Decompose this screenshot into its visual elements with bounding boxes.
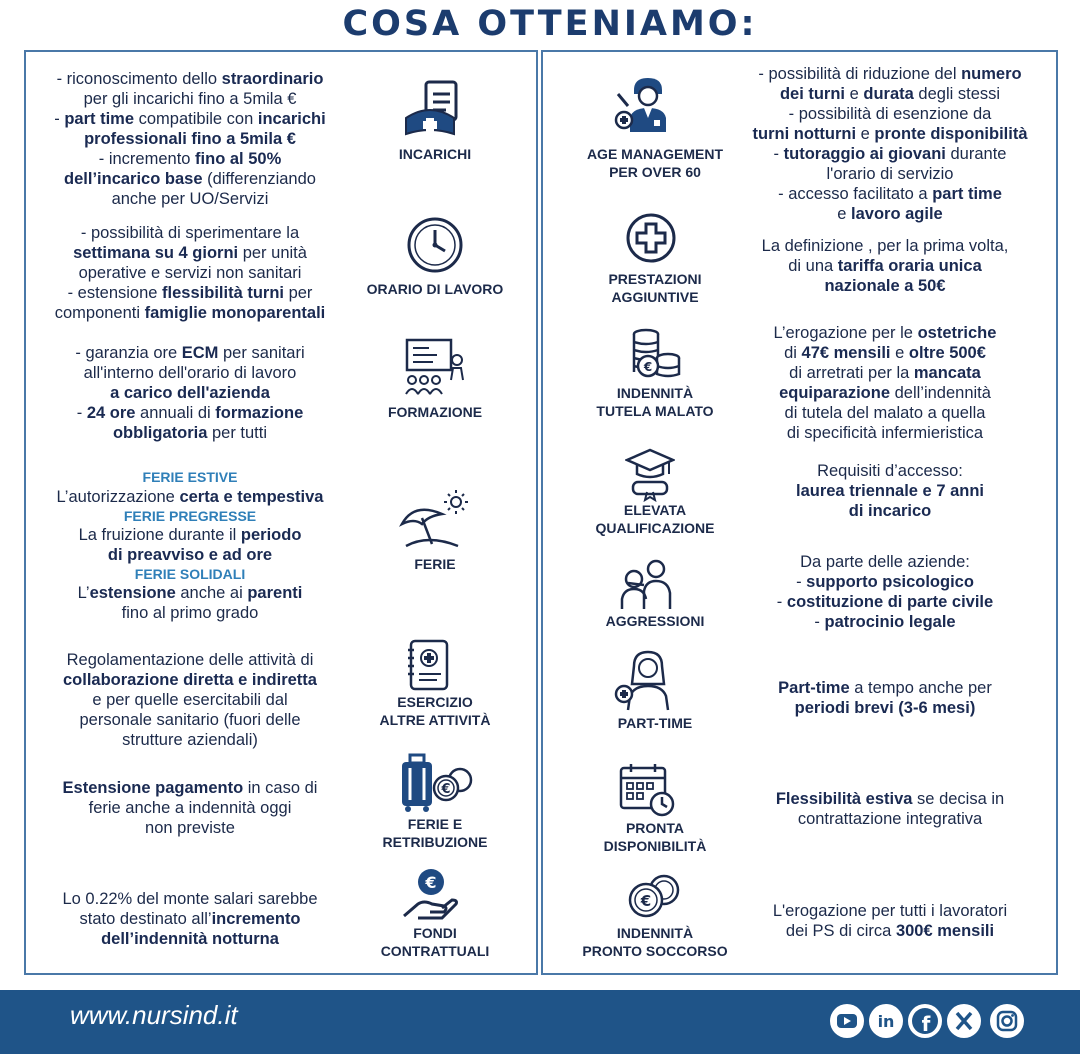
text-line: - 24 ore annuali di formazione (76, 404, 304, 422)
nurse-icon (400, 78, 470, 140)
text-line: La definizione , per la prima volta, (761, 237, 1009, 255)
text-line: non previste (145, 819, 235, 837)
text-line: e per quelle esercitabili dal (92, 691, 288, 709)
clock-icon (405, 215, 465, 275)
text-line: Requisiti d’accesso: (817, 462, 963, 480)
text-line: L’autorizzazione certa e tempestiva (56, 488, 324, 506)
text-line: periodi brevi (3-6 mesi) (794, 699, 976, 717)
text-line: contrattazione integrativa (797, 810, 983, 828)
incarichi-text (30, 69, 350, 209)
text-line: a carico dell'azienda (110, 384, 270, 402)
text-line: - incremento fino al 50% (98, 150, 282, 168)
svg-text:€: € (643, 360, 653, 374)
text-line: - riconoscimento dello straordinario (56, 70, 324, 88)
text-line: dell’indennità notturna (101, 930, 279, 948)
label-aggressioni: AGGRESSIONI (605, 613, 705, 629)
label-formazione: FORMAZIONE (387, 404, 483, 420)
label-pronto-soccorso: INDENNITÀ PRONTO SOCCORSO (582, 925, 728, 959)
elevata-text (715, 461, 1065, 521)
text-line: - estensione flessibilità turni per (67, 284, 313, 302)
text-line: di arretrati per la mancata (789, 364, 981, 382)
linkedin-icon[interactable] (869, 1004, 903, 1038)
part-time-text (715, 678, 1055, 718)
text-line: - garanzia ore ECM per sanitari (75, 344, 305, 362)
doctor-icon (612, 74, 674, 136)
text-line: L’estensione anche ai parenti (77, 584, 303, 602)
medical-cross-icon (624, 211, 678, 265)
training-icon (403, 336, 467, 396)
text-line: nazionale a 50€ (824, 277, 946, 295)
text-line: - patrocinio legale (814, 613, 956, 631)
text-line: - costituzione di parte civile (776, 593, 994, 611)
text-line: di tutela del malato a quella (784, 404, 986, 422)
suitcase-coins-icon (398, 752, 474, 812)
text-line: laurea triennale e 7 anni (796, 482, 984, 500)
text-line: di 47€ mensili e oltre 500€ (784, 344, 986, 362)
text-line: Estensione pagamento in caso di (62, 779, 318, 797)
x-icon[interactable] (947, 1004, 981, 1038)
text-line: turni notturni e pronte disponibilità (752, 125, 1028, 143)
beach-umbrella-icon (398, 488, 470, 550)
text-line: Regolamentazione delle attività di (66, 651, 314, 669)
label-orario: ORARIO DI LAVORO (366, 281, 504, 297)
text-line: dei PS di circa 300€ mensili (785, 922, 995, 940)
orario-text (30, 223, 350, 323)
text-line: l'orario di servizio (826, 165, 954, 183)
youtube-icon[interactable] (830, 1004, 864, 1038)
text-line: - possibilità di sperimentare la (80, 224, 300, 242)
label-incarichi: INCARICHI (398, 146, 472, 162)
ferie-pregresse-heading: FERIE PREGRESSE (123, 508, 257, 524)
text-line: settimana su 4 giorni per unità (73, 244, 307, 262)
text-line: stato destinato all’incremento (79, 910, 301, 928)
ferie-estive-text (30, 487, 350, 507)
hand-euro-icon (402, 866, 460, 922)
text-line: dell’incarico base (differenziando (64, 170, 316, 188)
text-line: - tutoraggio ai giovani durante (773, 145, 1007, 163)
text-line: di una tariffa oraria unica (788, 257, 982, 275)
euro-coins-icon (626, 868, 682, 922)
tutela-malato-text (715, 323, 1055, 443)
label-prestazioni: PRESTAZIONI AGGIUNTIVE (608, 271, 702, 305)
esercizio-text (30, 650, 350, 750)
ferie-solidali-heading: FERIE SOLIDALI (134, 566, 246, 582)
text-line: di specificità infermieristica (786, 424, 984, 442)
nurse-woman-icon (612, 648, 678, 712)
ferie-retribuzione-text (30, 778, 350, 838)
svg-text:€: € (640, 892, 652, 910)
svg-text:in: in (877, 1012, 895, 1031)
text-line: operative e servizi non sanitari (78, 264, 302, 282)
svg-text:€: € (425, 873, 437, 892)
label-part-time: PART-TIME (617, 715, 693, 731)
text-line: fino al primo grado (121, 604, 259, 622)
ferie-estive-heading: FERIE ESTIVE (142, 469, 238, 485)
text-line: e lavoro agile (837, 205, 943, 223)
text-line: Part-time a tempo anche per (778, 679, 992, 697)
pronto-soccorso-text (715, 901, 1065, 941)
text-line: - supporto psicologico (796, 573, 974, 591)
instagram-icon[interactable] (990, 1004, 1024, 1038)
graduation-cap-icon (625, 446, 675, 502)
fondi-text (30, 889, 350, 949)
calendar-clock-icon (618, 762, 676, 818)
text-line: all'interno dell'orario di lavoro (83, 364, 297, 382)
label-esercizio: ESERCIZIO ALTRE ATTIVITÀ (379, 694, 491, 728)
formazione-text (30, 343, 350, 443)
text-line: componenti famiglie monoparentali (54, 304, 326, 322)
svg-text:f: f (921, 1012, 931, 1036)
aggressioni-text (715, 552, 1055, 632)
text-line: Da parte delle aziende: (800, 553, 970, 571)
pronta-text (715, 789, 1065, 829)
text-line: per gli incarichi fino a 5mila € (83, 90, 297, 108)
footer (0, 990, 1080, 1054)
text-line: - possibilità di esenzione da (788, 105, 992, 123)
text-line: L'erogazione per tutti i lavoratori (772, 902, 1008, 920)
text-line: L’erogazione per le ostetriche (773, 324, 997, 342)
page-title: COSA OTTENIAMO: (342, 4, 758, 44)
text-line: - possibilità di riduzione del numero (758, 65, 1022, 83)
text-line: dei turni e durata degli stessi (779, 85, 1001, 103)
coin-stack-icon (630, 326, 682, 380)
website-link[interactable]: www.nursind.it (70, 1000, 238, 1030)
text-line: anche per UO/Servizi (111, 190, 269, 208)
text-line: Lo 0.22% del monte salari sarebbe (62, 890, 318, 908)
label-pronta: PRONTA DISPONIBILITÀ (603, 820, 707, 854)
age-management-text (720, 64, 1060, 224)
text-line: equiparazione dell’indennità (779, 384, 991, 402)
ferie-text (30, 467, 350, 623)
facebook-icon[interactable] (908, 1004, 942, 1038)
ferie-solidali-text (30, 583, 350, 623)
text-line: professionali fino a 5mila € (84, 130, 296, 148)
text-line: collaborazione diretta e indiretta (63, 671, 317, 689)
text-line: - part time compatibile con incarichi (54, 110, 326, 128)
text-line: La fruizione durante il periodo (78, 526, 302, 544)
prestazioni-text (715, 236, 1055, 296)
label-ferie: FERIE (414, 556, 456, 572)
medical-book-icon (405, 638, 451, 692)
text-line: - accesso facilitato a part time (778, 185, 1002, 203)
label-ferie-retribuzione: FERIE E RETRIBUZIONE (382, 816, 488, 850)
text-line: ferie anche a indennità oggi (88, 799, 292, 817)
text-line: di preavviso e ad ore (107, 546, 273, 564)
label-elevata: ELEVATA QUALIFICAZIONE (595, 502, 715, 536)
label-tutela-malato: INDENNITÀ TUTELA MALATO (596, 385, 714, 419)
text-line: strutture aziendali) (122, 731, 258, 749)
label-age-management: AGE MANAGEMENT PER OVER 60 (586, 146, 724, 180)
text-line: obbligatoria per tutti (112, 424, 268, 442)
aggression-icon (618, 555, 674, 611)
text-line: di incarico (848, 502, 932, 520)
text-line: Flessibilità estiva se decisa in (775, 790, 1005, 808)
text-line: personale sanitario (fuori delle (79, 711, 301, 729)
ferie-pregresse-text (30, 525, 350, 565)
svg-text:€: € (441, 782, 451, 797)
label-fondi: FONDI CONTRATTUALI (380, 925, 490, 959)
